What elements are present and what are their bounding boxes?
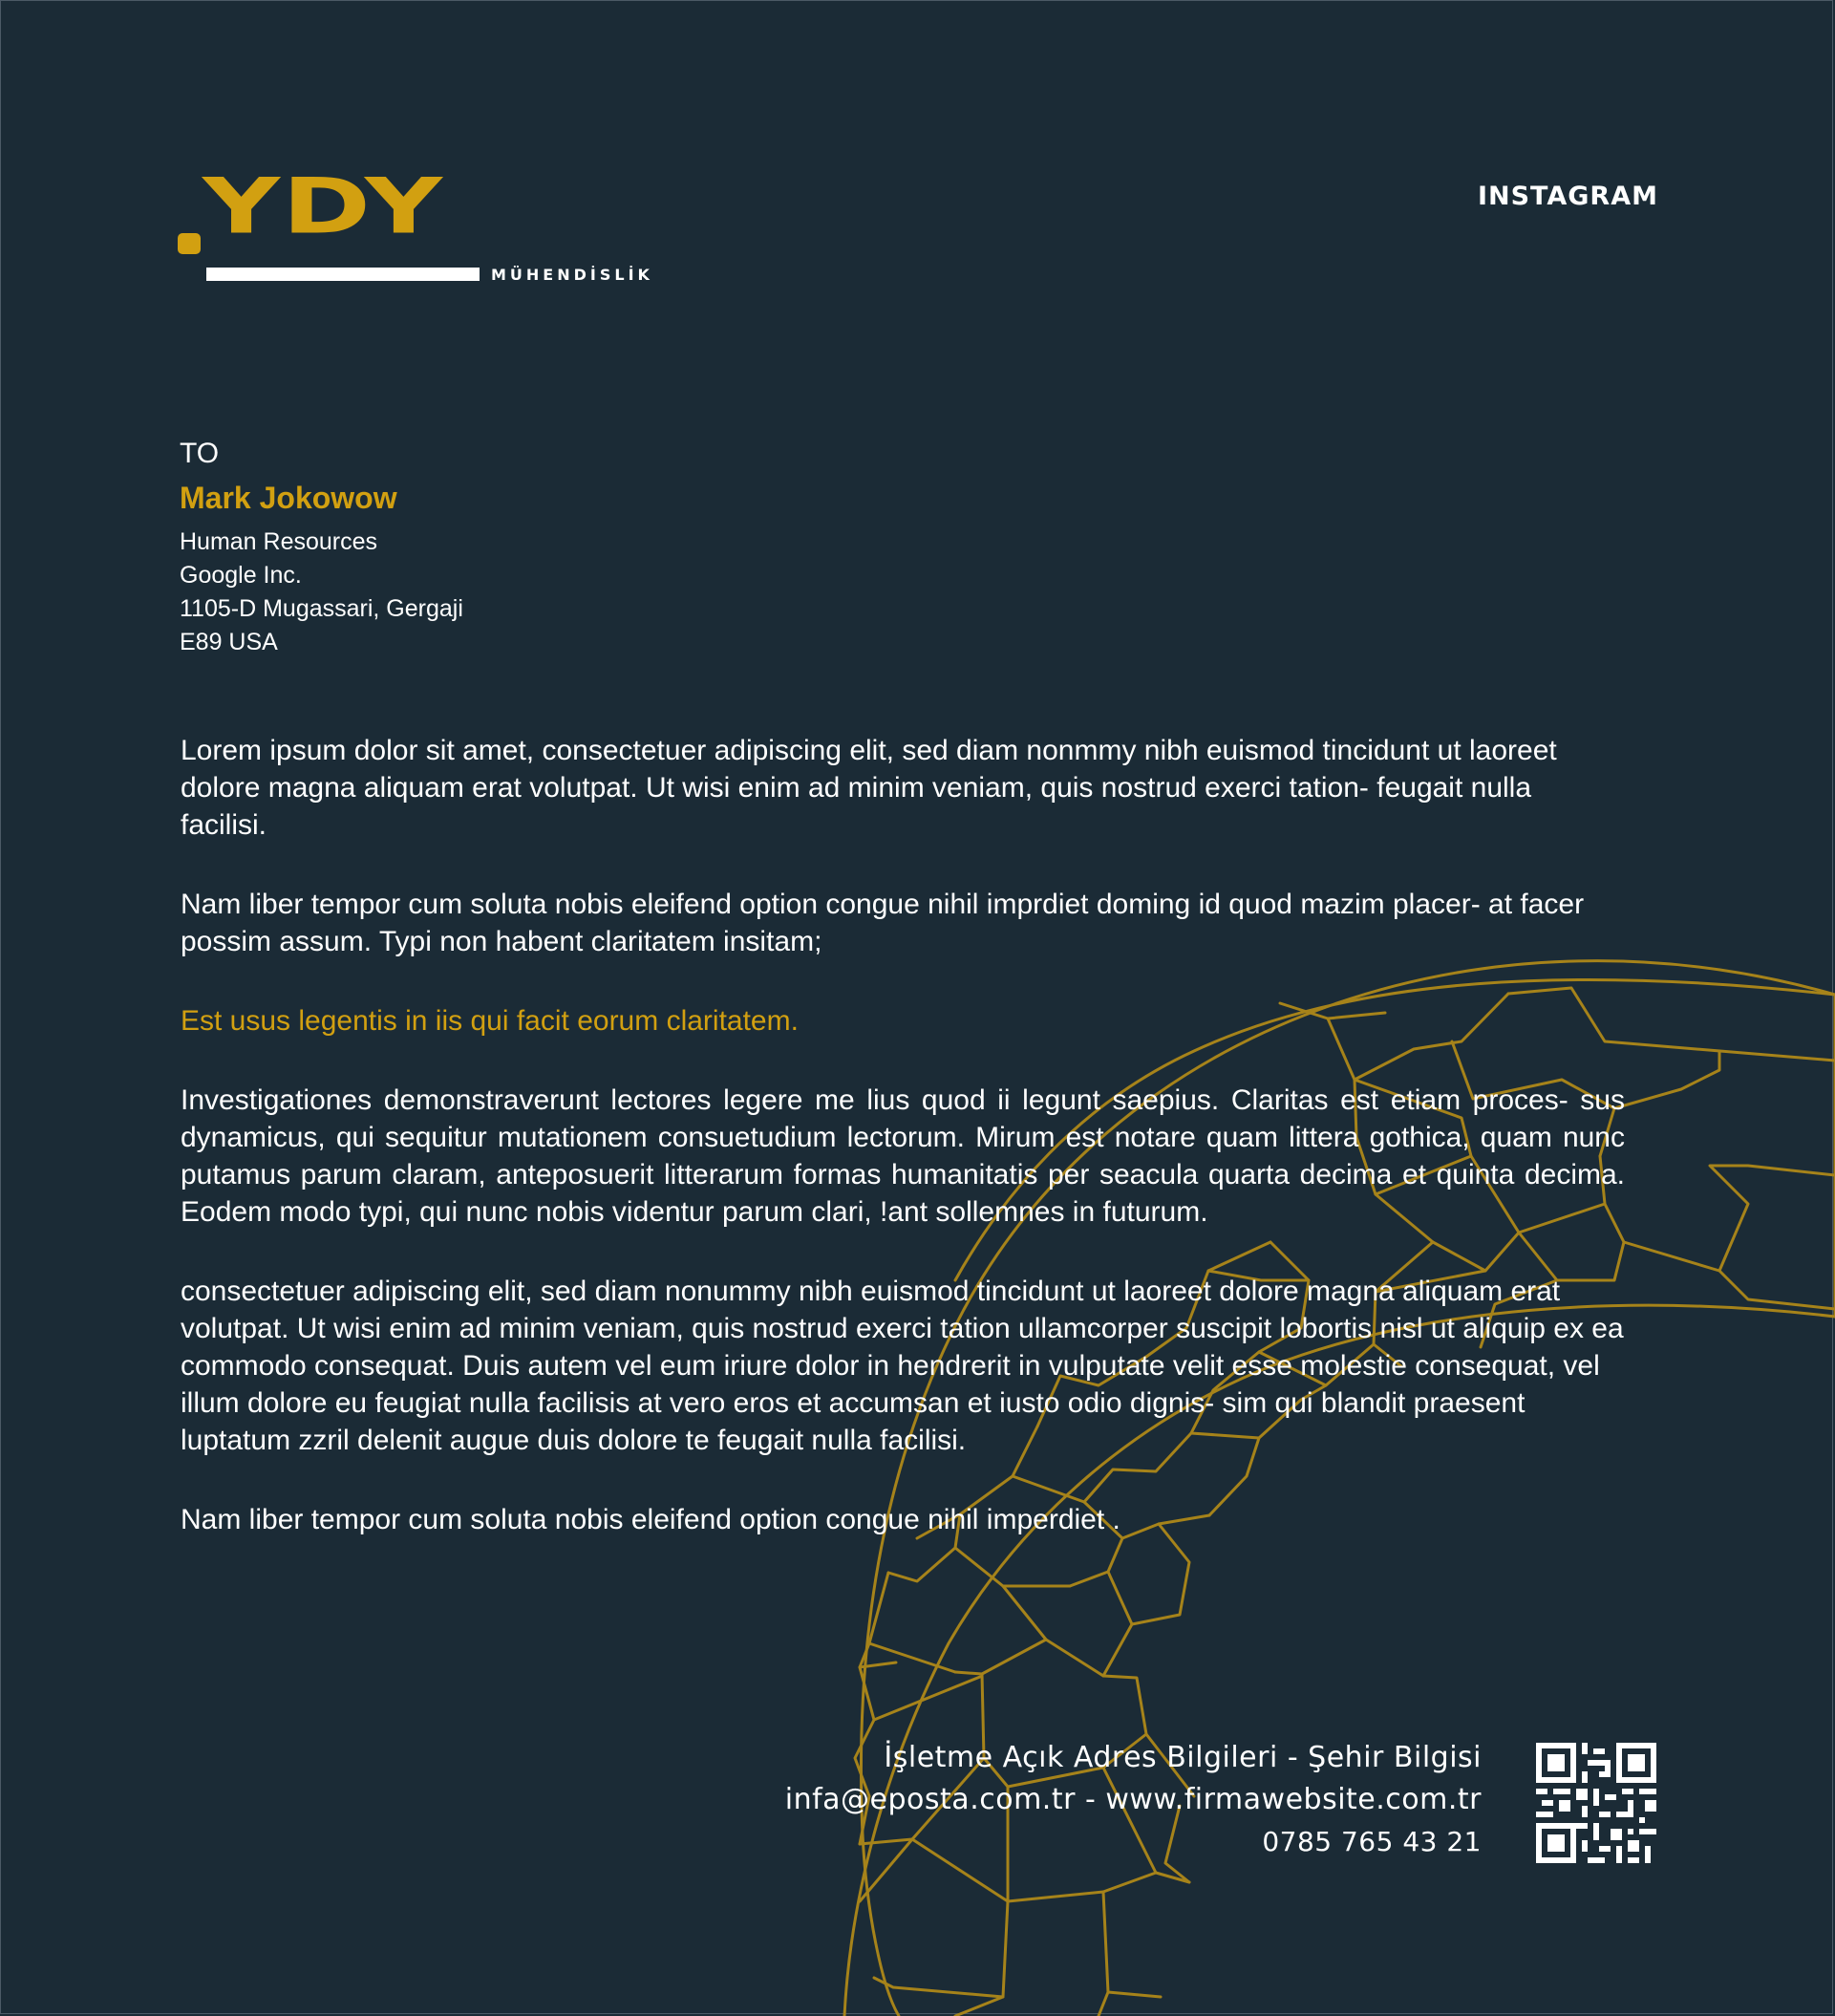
recipient-line: Human Resources [180,528,378,555]
company-logo [178,161,653,287]
recipient-address [180,525,463,659]
logo-wordmark: YDY [203,161,445,252]
instagram-link[interactable]: INSTAGRAM [1477,182,1658,211]
logo-underline [206,268,480,281]
recipient-to-label: TO [180,438,220,469]
recipient-line: 1105-D Mugassari, Gergaji [180,595,463,622]
footer-contact [785,1737,1482,1863]
body-paragraph: Nam liber tempor cum soluta nobis eleifend option congue nihil imperdiet . [181,1504,1120,1535]
body-paragraph: Nam liber tempor cum soluta nobis eleifend option congue nihil imprdiet doming id quod mazim placer- at facer possim assum. Typi non habent claritatem insitam; [181,889,1585,957]
footer-email-website[interactable]: infa@eposta.com.tr - www.firmawebsite.com.tr [784,1783,1482,1816]
body-paragraph: Lorem ipsum dolor sit amet, consectetuer adipiscing elit, sed diam nonmmy nibh euismod tincidunt ut laoreet dolore magna aliquam erat volutpat. Ut wisi enim ad minim veniam, quis nostrud exerci tation- feugait nulla facilisi. [181,735,1557,841]
footer-phone: 0785 765 43 21 [1262,1826,1482,1857]
body-paragraph: consectetuer adipiscing elit, sed diam nonummy nibh euismod tincidunt ut laoreet dolore magna aliquam erat volutpat. Ut wisi enim ad minim veniam, quis nostrud exerci tation ullamcorper suscipit lobortis nisl ut aliquip ex ea commodo consequat. Duis autem vel eum iriure dolor in hendrerit in vulputate velit esse molestie consequat, vel illum dolore eu feugiat nulla facilisis at vero eros et accumsan et iusto odio dignis- sim qui blandit praesent luptatum zzril delenit augue duis dolore te feugait nulla facilisi. [181,1276,1624,1456]
logo-dot [178,233,201,254]
letter-body [181,732,1625,1580]
logo-subtitle: MÜHENDİSLİK [491,266,653,284]
qr-code-icon [1536,1743,1656,1863]
body-paragraph: Investigationes demonstraverunt lectores legere me lius quod ii legunt saepius. Claritas est etiam proces- sus dynamicus, qui sequitur mutationem consuetudium lectorum. Mirum est notare quam littera gothica, quam nunc putamus parum claram, anteposuerit litterarum formas humanitatis per seacula quarta decima et quinta decima. Eodem modo typi, qui nunc nobis videntur parum clari, !ant sollemnes in futurum. [181,1084,1625,1228]
recipient-line: E89 USA [180,629,278,655]
recipient-line: Google Inc. [180,562,302,589]
highlight-paragraph: Est usus legentis in iis qui facit eorum claritatem. [181,1005,799,1037]
recipient-name: Mark Jokowow [180,481,397,515]
footer-address: İşletme Açık Adres Bilgileri - Şehir Bilgisi [884,1741,1482,1774]
